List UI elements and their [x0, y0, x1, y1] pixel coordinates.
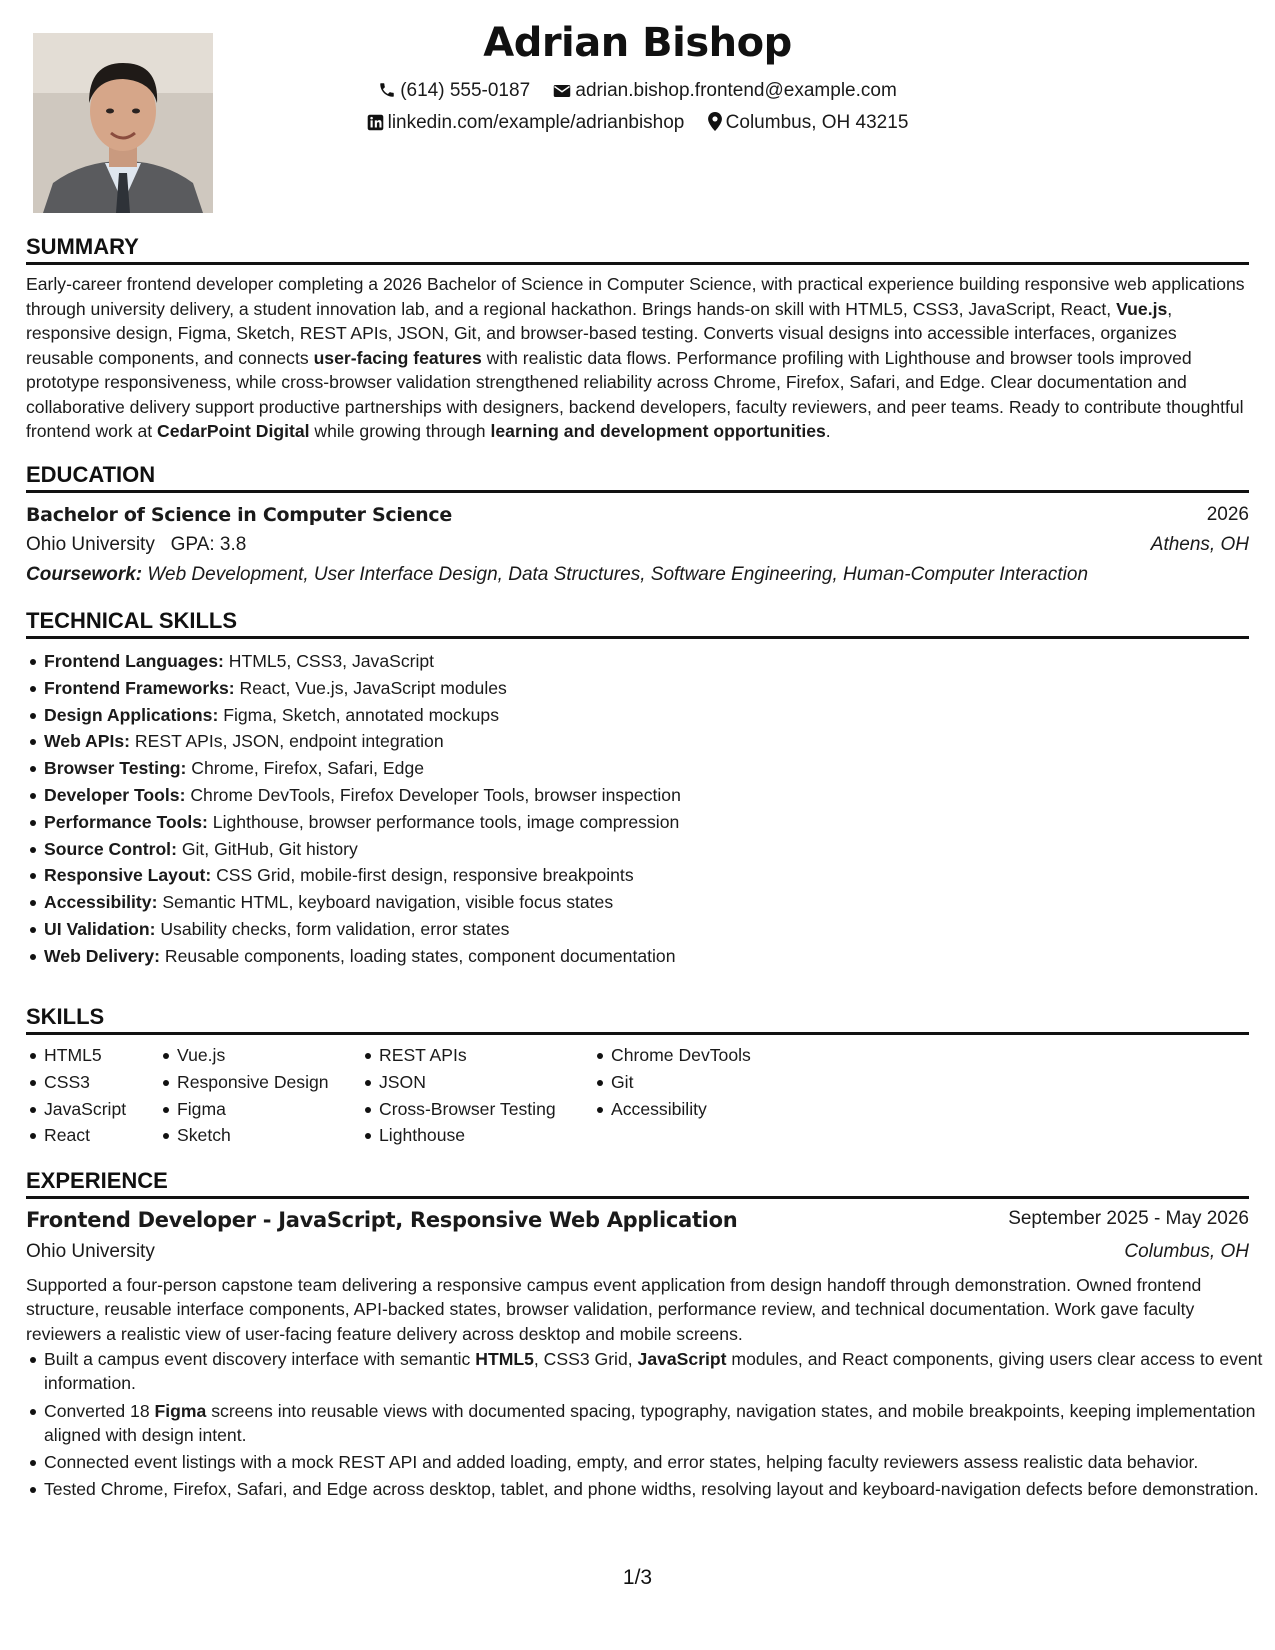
list-item: [44, 782, 681, 809]
list-item: Chrome DevTools: [611, 1042, 751, 1069]
list-item: [44, 755, 681, 782]
school-row: [26, 534, 1249, 560]
list-item: [44, 1399, 1267, 1448]
location-text: Columbus, OH 43215: [725, 112, 909, 133]
summary-segment: with realistic data flows. Performance profiling with Lighthouse and browser tools improved prototype responsiveness, while cross-browser validation strengthened reliability across Chrome, Firefox, Safari, and Edge. Clear documentation and collaborative delivery support productive partnerships with designers, backend developers, faculty reviewers, and peer teams. Ready to contribute thoughtful frontend work at: [26, 347, 1244, 441]
phone-contact[interactable]: [378, 80, 530, 105]
skill-category: Design Applications:: [44, 704, 219, 725]
skill-values: Usability checks, form validation, error states: [155, 918, 510, 939]
list-item: [44, 916, 681, 943]
skills-column-1: [26, 1042, 126, 1149]
list-item: [44, 675, 681, 702]
skill-category: Developer Tools:: [44, 784, 186, 805]
summary-emphasis: learning and development opportunities: [490, 421, 826, 441]
school-location: Athens, OH: [1150, 534, 1249, 555]
skill-values: React, Vue.js, JavaScript modules: [234, 677, 507, 698]
skill-values: Semantic HTML, keyboard navigation, visible focus states: [157, 892, 614, 913]
job-description: Supported a four-person capstone team delivering a responsive campus event application from design handoff through demonstration. Owned frontend structure, reusable interface components, API-backed states, browser validation, performance review, and technical documentation. Work gave faculty reviewers a realistic view of user-facing feature delivery across desktop and mobile screens.: [26, 1275, 1202, 1344]
job-bullets: [26, 1347, 1267, 1505]
list-item: Cross-Browser Testing: [379, 1096, 556, 1123]
skill-category: Frontend Languages:: [44, 651, 224, 671]
job-org-row: [26, 1241, 1249, 1267]
skill-category: Performance Tools:: [44, 811, 208, 832]
job-dates: September 2025 - May 2026: [1008, 1208, 1249, 1229]
list-item: Sketch: [177, 1122, 329, 1149]
skill-values: Reusable components, loading states, component documentation: [160, 945, 676, 966]
experience-heading: EXPERIENCE: [26, 1168, 1249, 1199]
technical-skills-heading: TECHNICAL SKILLS: [26, 608, 1249, 639]
bullet-text: Built a campus event discovery interface with semantic: [44, 1349, 476, 1369]
linkedin-text: linkedin.com/example/adrianbishop: [387, 112, 685, 133]
job-title-row: [26, 1208, 1249, 1236]
phone-icon: [378, 81, 396, 105]
list-item: [44, 728, 681, 755]
skill-category: Frontend Frameworks:: [44, 677, 235, 698]
list-item: [44, 809, 681, 836]
summary-emphasis: Vue.js: [1116, 298, 1168, 319]
list-item: Accessibility: [611, 1096, 751, 1123]
map-pin-icon: [708, 112, 722, 137]
list-item: [44, 702, 681, 729]
envelope-icon: [553, 83, 571, 105]
list-item: [44, 889, 681, 916]
list-item: [44, 862, 681, 889]
list-item: Responsive Design: [177, 1069, 329, 1096]
phone-text: (614) 555-0187: [400, 80, 531, 101]
bullet-text: Converted 18: [44, 1400, 155, 1421]
contact-row-2: [0, 112, 1275, 137]
list-item: React: [44, 1122, 126, 1149]
email-contact[interactable]: [553, 80, 896, 105]
skill-values: HTML5, CSS3, JavaScript: [223, 651, 435, 671]
bullet-text: , CSS3 Grid,: [533, 1349, 638, 1369]
skills-column-2: [159, 1042, 329, 1149]
bullet-text: modules, and React components, giving users clear access to event information.: [44, 1349, 1263, 1394]
contact-row-1: [0, 80, 1275, 105]
bullet-text: screens into reusable views with documented spacing, typography, navigation states, and mobile breakpoints, keeping implementation aligned with design intent.: [44, 1400, 1256, 1445]
summary-segment: , responsive design, Figma, Sketch, REST APIs, JSON, Git, and browser-based testing. Converts visual designs into accessible interfaces, organizes reusable components, and connects: [26, 298, 1177, 368]
location-contact: [708, 112, 909, 137]
technical-skills-list: [26, 648, 681, 970]
summary-heading: SUMMARY: [26, 234, 1249, 265]
page-number: 1/3: [622, 1566, 653, 1589]
summary-text: [26, 272, 1249, 444]
skills-column-4: [593, 1042, 751, 1122]
candidate-name: Adrian Bishop: [483, 20, 792, 66]
email-text: adrian.bishop.frontend@example.com: [575, 80, 897, 101]
degree-year: 2026: [1206, 504, 1249, 525]
bullet-emphasis: JavaScript: [637, 1349, 727, 1369]
bullet-emphasis: Figma: [154, 1400, 207, 1421]
skill-category: Responsive Layout:: [44, 865, 212, 886]
coursework-list: Web Development, User Interface Design, Data Structures, Software Engineering, Human-Computer Interaction: [142, 564, 1089, 585]
summary-emphasis: CedarPoint Digital: [157, 421, 310, 441]
summary-segment: while growing through: [309, 421, 491, 441]
summary-emphasis: user-facing features: [313, 347, 482, 368]
skill-values: CSS Grid, mobile-first design, responsive breakpoints: [211, 865, 634, 886]
list-item: Figma: [177, 1096, 329, 1123]
summary-segment: Early-career frontend developer completing a 2026 Bachelor of Science in Computer Science, with practical experience building responsive web applications through university delivery, a student innovation lab, and a regional hackathon. Brings hands-on skill with HTML5, CSS3, JavaScript, React,: [26, 274, 1245, 319]
list-item: Git: [611, 1069, 751, 1096]
coursework-row: [26, 564, 1249, 590]
summary-segment: .: [825, 421, 831, 441]
skill-category: Source Control:: [44, 838, 177, 859]
job-location: Columbus, OH: [1124, 1241, 1249, 1262]
coursework-label: Coursework:: [26, 564, 143, 585]
skill-category: Accessibility:: [44, 892, 158, 913]
skill-values: REST APIs, JSON, endpoint integration: [130, 731, 444, 752]
list-item: JSON: [379, 1069, 556, 1096]
skill-values: Chrome DevTools, Firefox Developer Tools, browser inspection: [185, 784, 681, 805]
education-heading: EDUCATION: [26, 462, 1249, 493]
list-item: [44, 836, 681, 863]
linkedin-contact[interactable]: [367, 112, 685, 137]
skills-heading: SKILLS: [26, 1004, 1249, 1035]
list-item: REST APIs: [379, 1042, 556, 1069]
skill-values: Lighthouse, browser performance tools, image compression: [207, 811, 680, 832]
skill-category: UI Validation:: [44, 918, 156, 939]
skill-category: Web APIs:: [44, 731, 131, 752]
list-item: Vue.js: [177, 1042, 329, 1069]
skill-values: Git, GitHub, Git history: [176, 838, 358, 859]
job-org: Ohio University: [26, 1241, 155, 1262]
list-item: [44, 943, 681, 970]
school-gpa: Ohio University GPA: 3.8: [26, 534, 247, 555]
bullet-emphasis: HTML5: [475, 1349, 534, 1369]
list-item: [44, 1347, 1267, 1396]
list-item: Lighthouse: [379, 1122, 556, 1149]
skill-category: Browser Testing:: [44, 758, 187, 779]
linkedin-icon: [367, 114, 384, 137]
degree-title: Bachelor of Science in Computer Science: [26, 504, 452, 526]
degree-row: [26, 504, 1249, 530]
list-item: Connected event listings with a mock REST API and added loading, empty, and error states, helping faculty reviewers assess realistic data behavior.: [44, 1450, 1267, 1474]
list-item: CSS3: [44, 1069, 126, 1096]
list-item: JavaScript: [44, 1096, 126, 1123]
list-item: HTML5: [44, 1042, 126, 1069]
skills-column-3: [361, 1042, 556, 1149]
list-item: Tested Chrome, Firefox, Safari, and Edge across desktop, tablet, and phone widths, resolving layout and keyboard-navigation defects before demonstration.: [44, 1477, 1267, 1501]
skill-category: Web Delivery:: [44, 945, 161, 966]
list-item: [44, 648, 681, 675]
job-title: Frontend Developer - JavaScript, Responsive Web Application: [26, 1208, 738, 1232]
skill-values: Figma, Sketch, annotated mockups: [218, 704, 499, 725]
skill-values: Chrome, Firefox, Safari, Edge: [186, 758, 425, 779]
